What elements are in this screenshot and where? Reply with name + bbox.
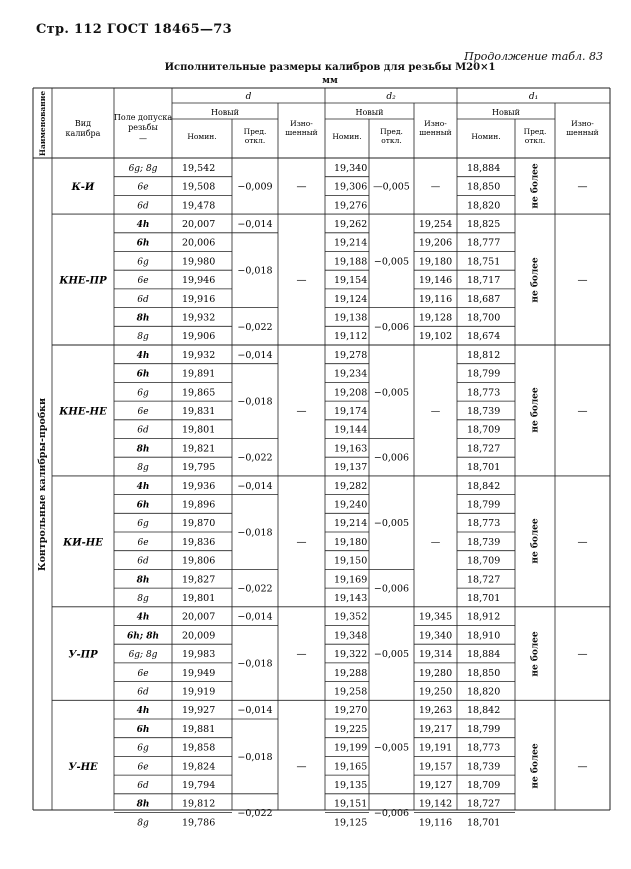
header-new-d1: Новый	[492, 108, 520, 117]
header-worn-b-1: шенный	[419, 128, 452, 137]
d1-nominal: 18,727	[467, 798, 501, 810]
d-nominal: 19,801	[182, 424, 216, 436]
d2-nominal: 19,137	[334, 462, 368, 474]
d1-worn: —	[577, 649, 588, 661]
d1-nominal: 18,700	[467, 312, 501, 324]
tolerance-field: 8g	[137, 463, 149, 474]
d2-deviation: −0,005	[373, 649, 410, 661]
d1-nominal: 18,751	[467, 256, 501, 268]
tolerance-field: 6e	[137, 276, 149, 287]
d1-worn: —	[577, 536, 588, 548]
d1-nominal: 18,777	[467, 237, 501, 249]
page-label: Стр. 112 ГОСТ 18465—73	[36, 22, 232, 37]
d2-worn: 19,116	[418, 293, 453, 305]
d1-nominal: 18,825	[467, 218, 501, 230]
d2-deviation: −0,005	[373, 742, 410, 754]
header-worn-b-0: шенный	[285, 128, 318, 137]
d-nominal: 19,542	[182, 162, 216, 174]
d2-worn: 19,263	[418, 705, 453, 717]
d2-worn: 19,217	[418, 723, 453, 735]
header-d1: d₁	[528, 92, 539, 102]
d1-deviation-note: не более	[530, 387, 541, 434]
d2-deviation: —0,005	[373, 181, 410, 193]
d2-nominal: 19,340	[334, 162, 368, 174]
tolerance-field: 6h	[136, 238, 150, 249]
header-worn-b-2: шенный	[566, 128, 599, 137]
d-nominal: 19,946	[182, 275, 216, 287]
d2-worn: —	[430, 405, 441, 417]
d1-nominal: 18,850	[467, 667, 501, 679]
d-deviation: −0,018	[237, 265, 273, 277]
tolerance-field: 6d	[137, 687, 149, 698]
d2-nominal: 19,199	[334, 742, 368, 754]
gauge-name: К-И	[71, 182, 95, 194]
d2-worn: 19,206	[418, 237, 453, 249]
d-nominal: 19,916	[182, 293, 216, 305]
header-nom-1: Номин.	[332, 132, 362, 141]
tolerance-field: 6d	[137, 556, 149, 567]
d1-nominal: 18,773	[467, 387, 501, 399]
d1-nominal: 18,727	[467, 443, 501, 455]
d2-nominal: 19,144	[334, 424, 368, 436]
tolerance-field: 6e	[137, 762, 149, 773]
d-nominal: 19,801	[182, 592, 216, 604]
d2-worn: 19,340	[418, 630, 453, 642]
d-nominal: 19,806	[182, 555, 216, 567]
d-nominal: 19,831	[182, 405, 216, 417]
d2-nominal: 19,282	[334, 480, 368, 492]
d2-deviation: −0,005	[373, 256, 410, 268]
header-dev-b-1: откл.	[381, 136, 402, 145]
d-deviation: −0,022	[237, 808, 273, 819]
d2-worn: 19,250	[418, 686, 453, 698]
d-nominal: 20,009	[182, 630, 216, 642]
d1-nominal: 18,799	[467, 499, 501, 511]
tolerance-field: 6h	[136, 500, 150, 511]
gauge-name: У-ПР	[68, 649, 98, 661]
d2-deviation: −0,006	[373, 808, 410, 819]
d2-deviation: −0,006	[373, 583, 410, 595]
d-nominal: 19,508	[182, 181, 216, 193]
d2-nominal: 19,169	[334, 574, 368, 586]
d-nominal: 19,836	[182, 536, 216, 548]
d-deviation: −0,009	[237, 181, 273, 193]
d2-nominal: 19,124	[334, 293, 368, 305]
d1-nominal: 18,701	[467, 462, 501, 474]
header-worn-0: Изно-	[290, 119, 313, 128]
tolerance-field: 6e	[137, 406, 149, 417]
d1-nominal: 18,773	[467, 518, 501, 530]
d-nominal: 19,824	[182, 761, 216, 773]
d2-worn: 19,345	[418, 611, 453, 623]
d-nominal: 19,478	[182, 200, 216, 212]
tolerance-field: 6h; 8h	[126, 631, 160, 642]
table-title: Исполнительные размеры калибров для резьбы М20×1	[164, 62, 496, 73]
tolerance-field: 8h	[136, 313, 150, 324]
d-deviation: −0,014	[237, 611, 273, 623]
tolerance-field: 4h	[136, 706, 150, 717]
d2-worn: 19,157	[418, 761, 453, 773]
header-dev-1: Пред.	[380, 127, 403, 136]
d2-nominal: 19,225	[334, 723, 368, 735]
d1-deviation-note: не более	[530, 256, 541, 303]
d1-nominal: 18,773	[467, 742, 501, 754]
d1-nominal: 18,674	[467, 331, 501, 343]
d-nominal: 19,927	[182, 705, 216, 717]
tolerance-field: 8g	[137, 332, 149, 343]
d2-worn: 19,128	[418, 312, 453, 324]
d1-nominal: 18,842	[467, 480, 501, 492]
d2-worn: 19,254	[418, 218, 453, 230]
tolerance-field: 6h	[136, 724, 150, 735]
d2-deviation: −0,005	[373, 387, 410, 399]
header-tolerance: Поле допуска	[113, 113, 173, 122]
d1-nominal: 18,701	[467, 592, 501, 604]
header-tolerance-2: резьбы	[128, 123, 158, 132]
header-name: Наименование	[38, 90, 48, 156]
d1-nominal: 18,709	[467, 555, 501, 567]
d-nominal: 19,881	[182, 723, 216, 735]
tolerance-field: 6e	[137, 537, 149, 548]
d1-nominal: 18,842	[467, 705, 501, 717]
header-d: d	[245, 92, 252, 102]
d2-nominal: 19,188	[334, 256, 368, 268]
d1-nominal: 18,709	[467, 424, 501, 436]
d2-worn: 19,280	[418, 667, 453, 679]
tolerance-field: 6g	[137, 743, 149, 754]
d2-nominal: 19,278	[334, 349, 368, 361]
d1-nominal: 18,799	[467, 368, 501, 380]
d1-nominal: 18,739	[467, 761, 501, 773]
d-nominal: 19,786	[182, 817, 216, 829]
d-deviation: −0,014	[237, 480, 273, 492]
d2-deviation: −0,006	[373, 452, 410, 464]
d-nominal: 19,821	[182, 443, 216, 455]
d-deviation: −0,014	[237, 218, 273, 230]
d2-nominal: 19,276	[334, 200, 368, 212]
tolerance-field: 6h	[136, 369, 150, 380]
gauge-name: КИ-НЕ	[63, 537, 103, 549]
d1-nominal: 18,884	[467, 649, 501, 661]
d-deviation: −0,018	[237, 658, 273, 670]
d-nominal: 19,919	[182, 686, 216, 698]
d2-nominal: 19,125	[334, 817, 368, 829]
d-nominal: 19,827	[182, 574, 216, 586]
d2-nominal: 19,165	[334, 761, 368, 773]
d-worn: —	[296, 761, 307, 773]
d1-deviation-note: не более	[530, 630, 541, 677]
d2-nominal: 19,322	[334, 649, 368, 661]
d-deviation: −0,022	[237, 452, 273, 464]
d-nominal: 19,870	[182, 518, 216, 530]
d-worn: —	[296, 536, 307, 548]
d2-deviation: −0,006	[373, 321, 410, 333]
d1-worn: —	[577, 761, 588, 773]
header-worn-1: Изно-	[424, 119, 447, 128]
d2-deviation: −0,005	[373, 518, 410, 530]
d2-nominal: 19,151	[334, 798, 368, 810]
header-dev-0: Пред.	[243, 127, 267, 136]
tolerance-field: 8h	[136, 444, 150, 455]
d2-nominal: 19,240	[334, 499, 368, 511]
tolerance-field: 6d	[137, 780, 149, 791]
tolerance-field: 6e	[137, 182, 149, 193]
gauge-name: У-НЕ	[68, 761, 98, 773]
d2-nominal: 19,174	[334, 405, 368, 417]
d-worn: —	[296, 405, 307, 417]
tolerance-field: 4h	[136, 612, 150, 623]
d-deviation: −0,022	[237, 321, 273, 333]
d-nominal: 20,007	[182, 218, 216, 230]
d1-nominal: 18,717	[467, 275, 501, 287]
d2-worn: —	[430, 536, 441, 548]
continuation-note: Продолжение табл. 83	[464, 50, 603, 63]
d1-deviation-note: не более	[530, 743, 541, 789]
header-gauge-type-2: калибра	[65, 129, 101, 138]
d2-worn: 19,191	[418, 742, 453, 754]
d2-nominal: 19,258	[334, 686, 368, 698]
d1-nominal: 18,739	[467, 405, 501, 417]
d2-nominal: 19,214	[334, 237, 368, 249]
d1-nominal: 18,799	[467, 723, 501, 735]
d2-worn: 19,127	[418, 779, 453, 791]
d2-nominal: 19,306	[334, 181, 368, 193]
d1-nominal: 18,812	[467, 349, 501, 361]
d2-nominal: 19,214	[334, 518, 368, 530]
d1-worn: —	[577, 405, 588, 417]
d1-worn: —	[577, 181, 588, 193]
gauge-name: КНЕ-ПР	[59, 275, 107, 287]
gauge-name: КНЕ-НЕ	[59, 406, 107, 418]
d-nominal: 19,906	[182, 331, 216, 343]
tolerance-field: 6g	[137, 257, 149, 268]
d2-worn: 19,180	[418, 256, 453, 268]
header-dev-2: Пред.	[523, 127, 547, 136]
d1-nominal: 18,701	[467, 817, 501, 829]
d-nominal: 19,949	[182, 667, 216, 679]
tolerance-field: 8g	[137, 818, 149, 829]
d1-nominal: 18,709	[467, 779, 501, 791]
d-worn: —	[296, 649, 307, 661]
header-nom-0: Номин.	[187, 132, 217, 141]
d-deviation: −0,018	[237, 751, 273, 763]
d2-nominal: 19,208	[334, 387, 368, 399]
tolerance-field: 4h	[136, 350, 150, 361]
tolerance-field: 8h	[136, 799, 150, 810]
tolerance-field: 6d	[137, 201, 149, 212]
tolerance-field: 6g	[137, 388, 149, 399]
tolerance-field: 6d	[137, 425, 149, 436]
d2-nominal: 19,234	[334, 368, 368, 380]
d2-nominal: 19,154	[334, 275, 368, 287]
d1-nominal: 18,912	[467, 611, 501, 623]
d1-nominal: 18,739	[467, 536, 501, 548]
tolerance-field: 6d	[137, 294, 149, 305]
d-nominal: 19,936	[182, 480, 216, 492]
header-d2: d₂	[386, 92, 396, 102]
d2-worn: 19,146	[418, 275, 453, 287]
d-nominal: 20,007	[182, 611, 216, 623]
d2-nominal: 19,135	[334, 779, 368, 791]
tolerance-field: 6g	[137, 519, 149, 530]
d-deviation: −0,014	[237, 705, 273, 717]
tolerance-field: 6g; 8g	[128, 163, 158, 174]
table-unit: мм	[322, 76, 338, 86]
d-nominal: 19,795	[182, 462, 216, 474]
d1-nominal: 18,850	[467, 181, 501, 193]
header-dev-b-0: откл.	[244, 136, 266, 145]
d-deviation: −0,018	[237, 396, 273, 408]
d2-worn: 19,142	[418, 798, 453, 810]
d-nominal: 19,932	[182, 312, 216, 324]
d1-nominal: 18,820	[467, 200, 501, 212]
tolerance-field: 6e	[137, 668, 149, 679]
d2-nominal: 19,180	[334, 536, 368, 548]
d-nominal: 19,865	[182, 387, 216, 399]
d-nominal: 19,794	[182, 779, 216, 791]
d2-nominal: 19,112	[334, 331, 368, 343]
tolerance-field: 8g	[137, 593, 149, 604]
d1-nominal: 18,687	[467, 293, 501, 305]
d2-nominal: 19,143	[334, 592, 368, 604]
d-nominal: 19,812	[182, 798, 216, 810]
d2-nominal: 19,138	[334, 312, 368, 324]
group-label: Контрольные калибры-пробки	[37, 397, 49, 571]
header-worn-2: Изно-	[571, 119, 594, 128]
d-deviation: −0,022	[237, 583, 273, 595]
d1-deviation-note: не более	[530, 518, 541, 564]
d2-worn: 19,116	[418, 817, 453, 829]
d2-nominal: 19,262	[334, 218, 368, 230]
tolerance-field: 4h	[136, 219, 150, 230]
d2-worn: 19,102	[418, 331, 453, 343]
header-dev-b-2: откл.	[524, 136, 546, 145]
d-worn: —	[296, 275, 307, 287]
tolerance-field: 8h	[136, 575, 150, 586]
d2-nominal: 19,288	[334, 667, 368, 679]
d1-nominal: 18,910	[467, 630, 501, 642]
d2-nominal: 19,163	[334, 443, 368, 455]
d-nominal: 19,980	[182, 256, 216, 268]
d2-nominal: 19,352	[334, 611, 368, 623]
d-nominal: 19,858	[182, 742, 216, 754]
d2-nominal: 19,150	[334, 555, 368, 567]
d1-deviation-note: не более	[530, 163, 541, 209]
d-worn: —	[296, 181, 307, 193]
d1-nominal: 18,727	[467, 574, 501, 586]
header-new-d: Новый	[211, 108, 239, 117]
d-deviation: −0,014	[237, 349, 273, 361]
header-tolerance-dash: —	[139, 134, 147, 143]
d2-worn: 19,314	[418, 649, 453, 661]
header-gauge-type: Вид	[74, 119, 92, 128]
d1-worn: —	[577, 275, 588, 287]
d2-nominal: 19,348	[334, 630, 368, 642]
d-nominal: 19,896	[182, 499, 216, 511]
d-nominal: 19,983	[182, 649, 216, 661]
tolerance-field: 6g; 8g	[128, 650, 158, 661]
d-nominal: 19,891	[182, 368, 216, 380]
d1-nominal: 18,820	[467, 686, 501, 698]
d2-nominal: 19,270	[334, 705, 368, 717]
header-new-d2: Новый	[355, 108, 384, 117]
d-nominal: 19,932	[182, 349, 216, 361]
d2-worn: —	[430, 181, 441, 193]
d-nominal: 20,006	[182, 237, 216, 249]
d-deviation: −0,018	[237, 527, 273, 539]
d1-nominal: 18,884	[467, 162, 501, 174]
tolerance-field: 4h	[136, 481, 150, 492]
header-nom-2: Номин.	[471, 132, 501, 141]
